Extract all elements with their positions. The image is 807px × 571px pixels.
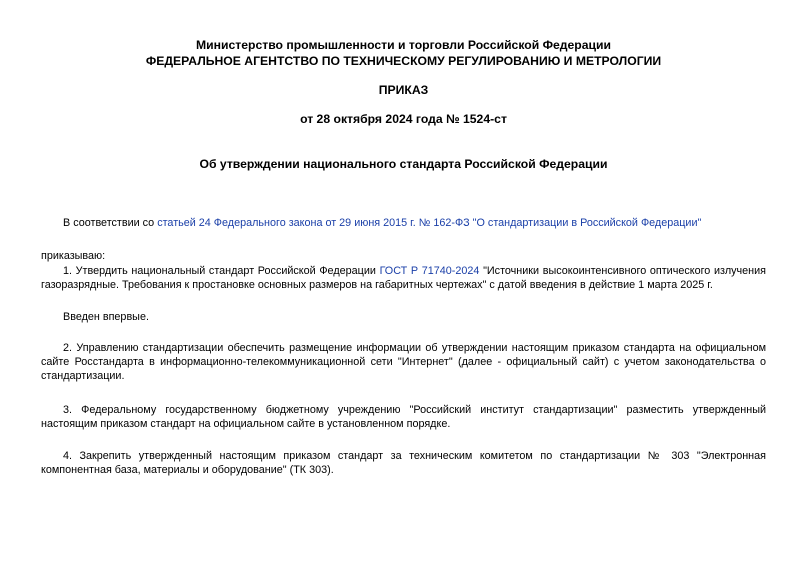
order-word: приказываю: <box>41 250 106 262</box>
item-4: 4. Закрепить утвержденный настоящим приказом стандарт за техническим комитетом по стандартизации № 303 "Электронная компонентная база, материалы и оборудование" (ТК 303). <box>41 450 766 476</box>
ministry-heading: Министерство промышленности и торговли Российской Федерации <box>195 38 611 52</box>
agency-heading: ФЕДЕРАЛЬНОЕ АГЕНТСТВО ПО ТЕХНИЧЕСКОМУ РЕГУЛИРОВАНИЮ И МЕТРОЛОГИИ <box>145 54 662 68</box>
document-page <box>41 0 766 571</box>
doc-type-heading: ПРИКАЗ <box>378 83 429 97</box>
item-1 <box>41 264 766 292</box>
intro-prefix: В соответствии со <box>63 217 158 229</box>
item1-prefix: 1. Утвердить национальный стандарт Российской Федерации <box>63 265 380 277</box>
item-3: 3. Федеральному государственному бюджетному учреждению "Российский институт стандартизации" разместить утвержденный настоящим приказом стандарт на официальном сайте в установленном порядке. <box>41 404 766 430</box>
item1-suffix: "Источники высокоинтенсивного оптического излучения газоразрядные. Требования к простановке основных размеров на габаритных чертежах" с датой введения в действие 1 марта 2025 г. <box>41 265 766 291</box>
introduced-first: Введен впервые. <box>63 311 149 323</box>
law-link[interactable]: статьей 24 Федерального закона от 29 июня 2015 г. № 162-ФЗ "О стандартизации в Российской Федерации" <box>157 217 702 229</box>
doc-title: Об утверждении национального стандарта Российской Федерации <box>199 157 608 171</box>
gost-link[interactable]: ГОСТ Р 71740-2024 <box>379 265 480 277</box>
item-2: 2. Управлению стандартизации обеспечить размещение информации об утверждении настоящим приказом стандарта на официальном сайте Росстандарта в информационно-телекоммуникационной сети "Интернет" (далее - официальный сайт) с учетом законодательства о стандартизации. <box>41 342 766 382</box>
doc-date-number: от 28 октября 2024 года № 1524-ст <box>300 112 507 126</box>
intro-paragraph <box>41 216 766 230</box>
